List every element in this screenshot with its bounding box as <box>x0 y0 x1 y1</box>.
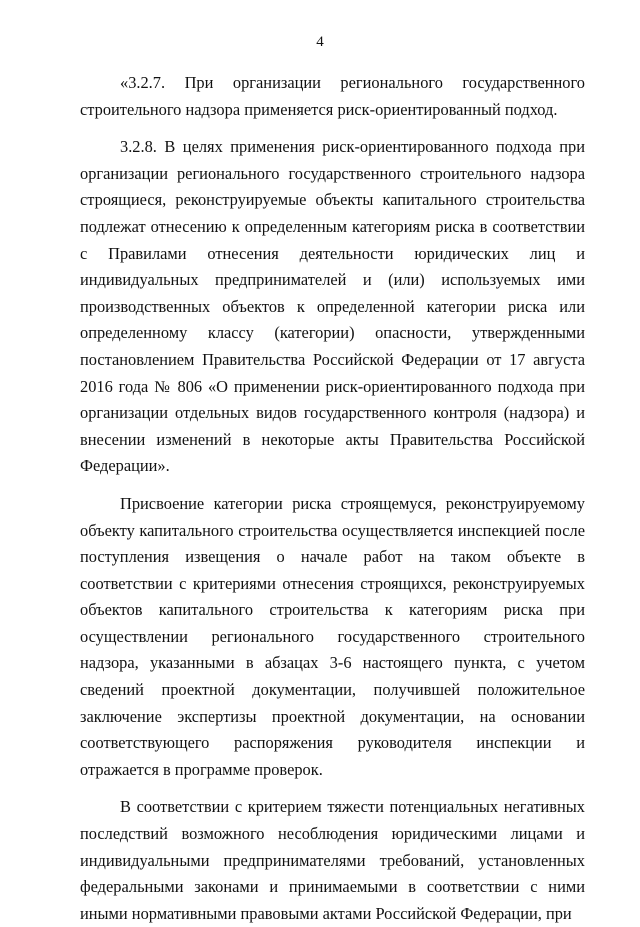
page-number: 4 <box>316 34 324 50</box>
paragraph-3-2-7: «3.2.7. При организации регионального государственного строительного надзора применяется риск-ориентированный подход. <box>80 73 585 119</box>
document-body <box>80 70 585 927</box>
paragraph-3-2-8: 3.2.8. В целях применения риск-ориентированного подхода при организации регионального государственного строительного надзора строящиеся, реконструируемые объекты капитального строительства подлежат отнесению к определенным категориям риска в соответствии с Правилами отнесения деятельности юридических лиц и индивидуальных предпринимателей и (или) используемых ими производственных объектов к определенной категории риска или определенному классу (категории) опасности, утвержденными постановлением Правительства Российской Федерации от 17 августа 2016 года № 806 «О применении риск-ориентированного подхода при организации отдельных видов государственного контроля (надзора) и внесении изменений в некоторые акты Правительства Российской Федерации». <box>80 137 585 476</box>
paragraph-risk-assignment: Присвоение категории риска строящемуся, реконструируемому объекту капитального строительства осуществляется инспекцией после поступления извещения о начале работ на таком объекте в соответствии с критериями отнесения строящихся, реконструируемых объектов капитального строительства к категориям риска при осуществлении регионального государственного строительного надзора, указанными в абзацах 3-6 настоящего пункта, с учетом сведений проектной документации, получившей положительное заключение экспертизы проектной документации, на основании соответствующего распоряжения руководителя инспекции и отражается в программе проверок. <box>80 493 585 779</box>
paragraph-severity-criterion: В соответствии с критерием тяжести потенциальных негативных последствий возможного несоблюдения юридическими лицами и индивидуальными предпринимателями требований, установленных федеральными законами и принимаемыми в соответствии с ними иными нормативными правовыми актами Российской Федерации, при <box>80 797 585 923</box>
